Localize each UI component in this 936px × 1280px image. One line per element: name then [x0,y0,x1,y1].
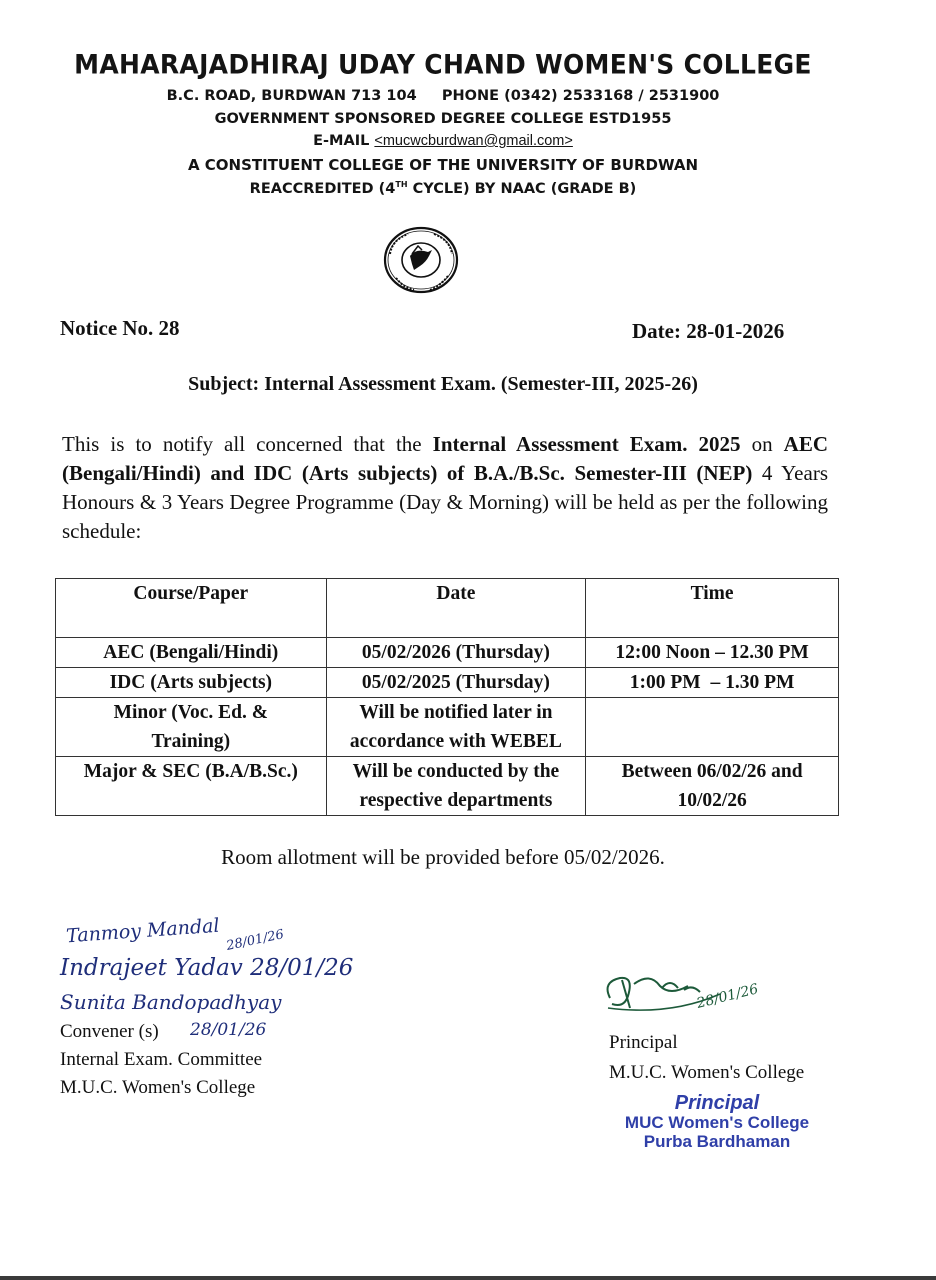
principal-stamp [612,1094,822,1151]
stamp-line-1: Principal [674,1092,760,1114]
govt-sponsored-line: GOVERNMENT SPONSORED DEGREE COLLEGE ESTD1955 [214,111,672,127]
column-header-date: Date [326,579,586,638]
table-header-row [56,579,839,638]
cell-time: Between 06/02/26 and 10/02/26 [586,757,839,816]
college-name: MAHARAJADHIRAJ UDAY CHAND WOMEN'S COLLEGE [74,49,812,80]
accreditation-line [0,180,886,197]
principal-signature-block [609,1028,804,1088]
body-text: on [740,432,784,456]
college-seal-icon [382,226,460,294]
convener-signature-block [60,1018,262,1102]
handwritten-signature-1: Tanmoy Mandal [65,914,221,948]
body-text: 4 Years Honours & 3 Years Degree Programme (Day & Morning) will be held as per the following schedule: [62,461,828,543]
principal-role: Principal [609,1032,678,1053]
stamp-line-2: MUC Women's College [624,1113,810,1132]
notice-subject: Subject: Internal Assessment Exam. (Semester-III, 2025-26) [188,373,698,395]
schedule-table [55,578,839,816]
handwritten-signature-2: Indrajeet Yadav 28/01/26 [60,955,354,981]
accreditation-text: REACCREDITED (4 [249,180,396,197]
committee-name: Internal Exam. Committee [60,1049,263,1070]
body-text: This is to notify all concerned that the [62,432,433,456]
table-row [56,698,839,757]
principal-college: M.U.C. Women's College [609,1062,805,1083]
stamp-line-3: Purba Bardhaman [643,1132,791,1151]
handwritten-date-3: 28/01/26 [190,1020,267,1040]
table-row [56,638,839,668]
cell-date: Will be notified later in accordance with WEBEL [326,698,586,757]
convener-role: Convener (s) [60,1021,159,1042]
accreditation-superscript: TH [395,180,408,189]
notice-body [62,430,828,546]
principal-signature-date: 28/01/26 [695,981,760,1012]
room-allotment-note: Room allotment will be provided before 05/02/2026. [221,845,665,869]
cell-course: Major & SEC (B.A/B.Sc.) [56,757,327,816]
email-label: E-MAIL [313,133,375,149]
principal-signature-icon [600,968,760,1018]
college-short-name: M.U.C. Women's College [60,1077,256,1098]
table-row [56,757,839,816]
cell-time: 12:00 Noon – 12.30 PM [586,638,839,668]
scan-bottom-edge [0,1276,936,1280]
email-line [0,133,886,149]
cell-time: 1:00 PM – 1.30 PM [586,668,839,698]
cell-course: Minor (Voc. Ed. & Training) [56,698,327,757]
cell-course: AEC (Bengali/Hindi) [56,638,327,668]
notice-date: Date: 28-01-2026 [632,319,785,343]
address-phone-line: B.C. ROAD, BURDWAN 713 104 PHONE (0342) 2533168 / 2531900 [166,88,720,104]
handwritten-date-1: 28/01/26 [225,927,286,954]
cell-course: IDC (Arts subjects) [56,668,327,698]
cell-time [586,698,839,757]
notice-number: Notice No. 28 [60,316,180,340]
cell-date: Will be conducted by the respective departments [326,757,586,816]
body-exam-name: Internal Assessment Exam. 2025 [432,432,741,456]
cell-date: 05/02/2026 (Thursday) [326,638,586,668]
cell-date: 05/02/2025 (Thursday) [326,668,586,698]
column-header-time: Time [586,579,839,638]
handwritten-signature-3: Sunita Bandopadhyay [60,990,282,1014]
table-row [56,668,839,698]
email-link[interactable]: <mucwcburdwan@gmail.com> [374,133,573,149]
body-courses: AEC (Bengali/Hindi) and IDC (Arts subjects) of B.A./B.Sc. Semester-III (NEP) [62,432,829,485]
column-header-course: Course/Paper [56,579,327,638]
constituent-line: A CONSTITUENT COLLEGE OF THE UNIVERSITY OF BURDWAN [187,156,699,174]
accreditation-text-end: CYCLE) BY NAAC (GRADE B) [407,180,637,197]
